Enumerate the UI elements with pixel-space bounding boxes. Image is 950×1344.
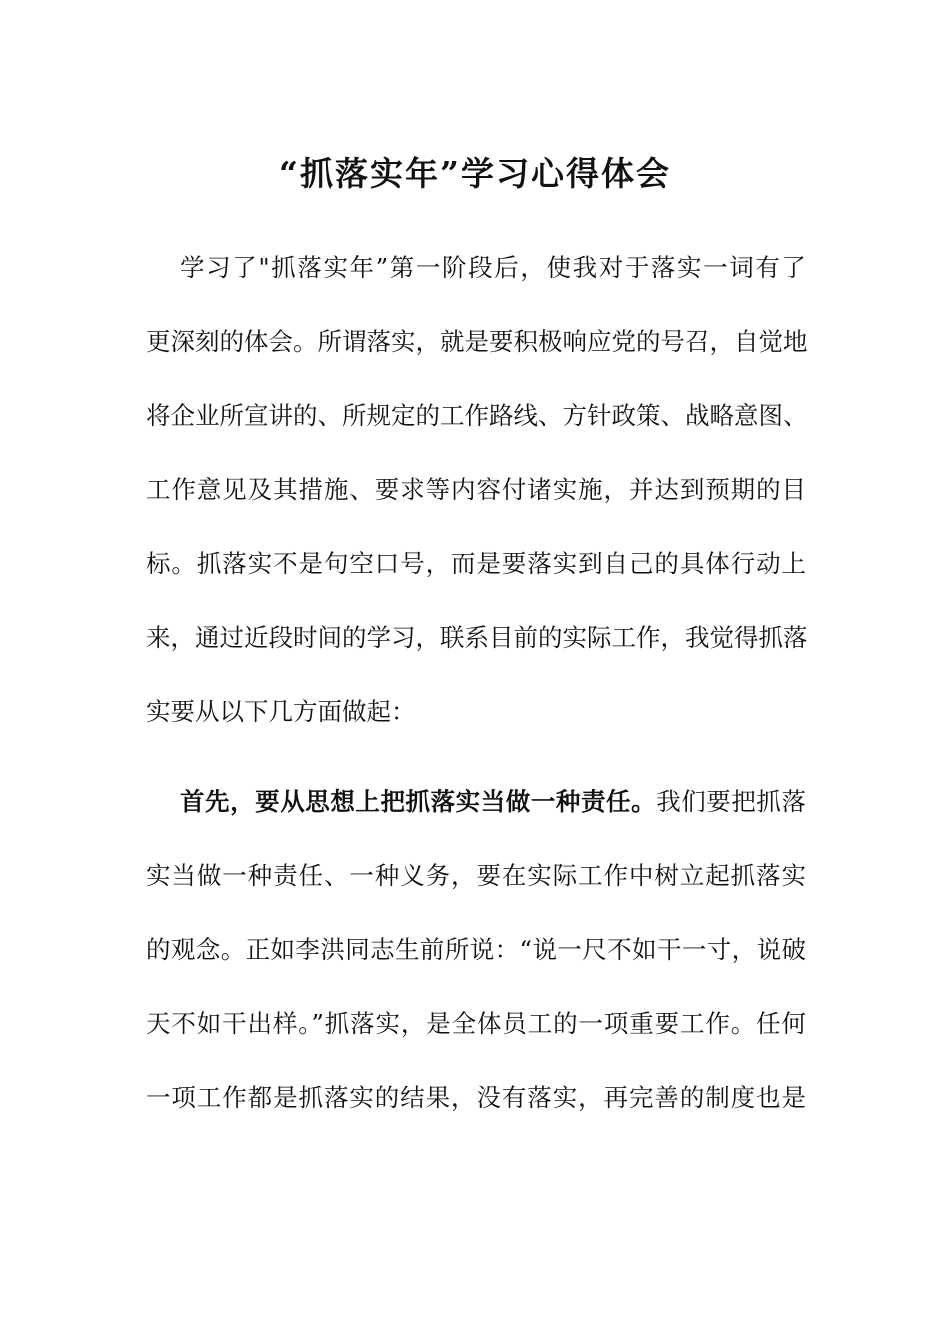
paragraph-2-line-3: 的观念。正如李洪同志生前所说：“说一尺不如干一寸，说破 bbox=[146, 935, 806, 964]
paragraph-2-line-4: 天不如干出样。”抓落实，是全体员工的一项重要工作。任何 bbox=[146, 1009, 806, 1038]
paragraph-2-heading: 首先，要从思想上把抓落实当做一种责任。 bbox=[180, 787, 657, 816]
paragraph-1-line-3: 将企业所宣讲的、所规定的工作路线、方针政策、战略意图、 bbox=[146, 401, 808, 430]
paragraph-2-line-2: 实当做一种责任、一种义务，要在实际工作中树立起抓落实 bbox=[146, 861, 806, 890]
paragraph-1-line-5: 标。抓落实不是句空口号，而是要落实到自己的具体行动上 bbox=[146, 549, 806, 578]
paragraph-1-line-7: 实要从以下几方面做起： bbox=[146, 697, 416, 726]
paragraph-1-line-6: 来，通过近段时间的学习，联系目前的实际工作，我觉得抓落 bbox=[146, 623, 808, 652]
paragraph-2-line-1 bbox=[180, 782, 806, 822]
paragraph-2-line-1-rest: 我们要把抓落 bbox=[656, 787, 806, 816]
paragraph-2-line-5: 一项工作都是抓落实的结果，没有落实，再完善的制度也是 bbox=[146, 1083, 806, 1112]
paragraph-1-line-1: 学习了"抓落实年”第一阶段后，使我对于落实一词有了 bbox=[180, 253, 806, 282]
paragraph-1-line-2: 更深刻的体会。所谓落实，就是要积极响应党的号召，自觉地 bbox=[146, 327, 808, 356]
document-title: “抓落实年”学习心得体会 bbox=[279, 154, 671, 193]
paragraph-1-line-4: 工作意见及其措施、要求等内容付诸实施，并达到预期的目 bbox=[146, 475, 806, 504]
